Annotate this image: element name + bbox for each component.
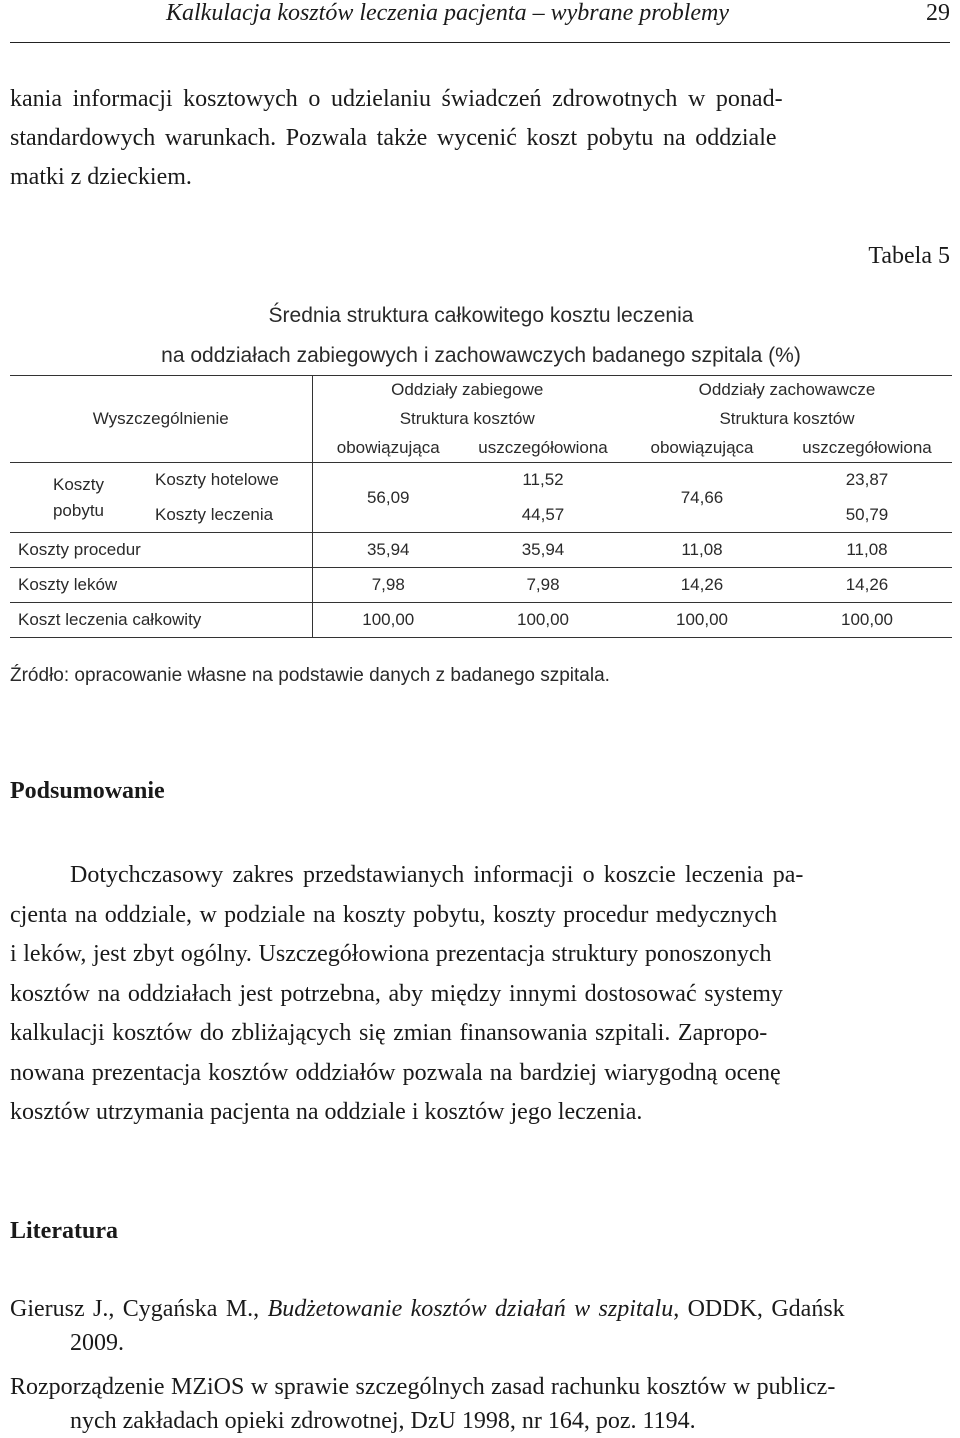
summary-line-6: nowana prezentacja kosztów oddziałów pozwala na bardziej wiarygodną ocenę [10,1059,781,1086]
stay-surgical-obowiazujaca: 56,09 [312,463,464,533]
stay-costs-label [10,463,147,533]
header-structure-conservative: Struktura kosztów [719,409,855,428]
row-label: Koszt leczenia całkowity [10,603,312,638]
header-group-surgical: Oddziały zabiegowe [312,376,622,405]
table-title-line-1: Średnia struktura całkowitego kosztu leczenia [268,304,694,327]
header-col-uszczegolowiona-2: uszczegółowiona [782,434,952,463]
reference-1-authors: Gierusz J., Cygańska M., [10,1296,268,1322]
stay-conservative-obowiazujaca: 74,66 [622,463,782,533]
table-row [10,603,952,638]
intro-line-2: standardowych warunkach. Pozwala także wycenić koszt pobytu na oddziale [10,125,777,151]
reference-1-title: Budżetowanie kosztów działań w szpitalu [267,1296,674,1322]
row-value: 100,00 [464,603,622,638]
stay-costs-label-line-1: Koszty [52,474,105,494]
header-structure-surgical: Struktura kosztów [399,409,535,428]
page-number: 29 [926,0,950,26]
row-treatment-label: Koszty leczenia [147,498,312,533]
summary-line-7: kosztów utrzymania pacjenta na oddziale i kosztów jego leczenia. [10,1099,643,1125]
table-label: Tabela 5 [868,243,950,269]
reference-2-line-2: nych zakładach opieki zdrowotnej, DzU 1998, nr 164, poz. 1194. [70,1408,696,1434]
running-title: Kalkulacja kosztów leczenia pacjenta – wybrane problemy [166,0,730,26]
hotel-surgical-uszczegolowiona: 11,52 [522,470,564,490]
intro-paragraph [10,80,952,197]
header-col-uszczegolowiona-1: uszczegółowiona [464,434,622,463]
table-source-note: Źródło: opracowanie własne na podstawie danych z badanego szpitala. [10,665,610,686]
cost-structure-table [10,375,952,638]
row-label: Koszty procedur [10,533,312,568]
table-row [10,533,952,568]
reference-1 [10,1292,952,1360]
reference-1-publisher: , ODDK, Gdańsk [673,1296,845,1322]
summary-paragraph [10,856,952,1133]
intro-line-1-text: kania informacji kosztowych o udzielaniu świadczeń zdrowotnych w ponad- [10,86,783,112]
row-value: 7,98 [312,568,464,603]
reference-2-line-1: Rozporządzenie MZiOS w sprawie szczególnych zasad rachunku kosztów w publicz- [10,1374,836,1400]
hotel-conservative-uszczegolowiona: 23,87 [845,470,889,490]
reference-2 [10,1370,952,1438]
summary-line-1: Dotychczasowy zakres przedstawianych informacji o koszcie leczenia pa- [70,862,804,888]
reference-1-line-2: 2009. [70,1330,124,1356]
stay-costs-label-line-2: pobytu [52,500,105,520]
table-row [10,568,952,603]
summary-line-2: cjenta na oddziale, w podziale na koszty pobytu, koszty procedur medycznych [10,901,778,928]
row-value: 11,08 [622,533,782,568]
reference-1-line-1 [10,1292,952,1326]
summary-line-5: kalkulacji kosztów do zbliżających się zmian finansowania szpitali. Zapropo- [10,1020,768,1046]
summary-heading: Podsumowanie [10,778,165,804]
literature-heading: Literatura [10,1218,118,1244]
intro-line-1 [10,80,952,119]
row-hotel-label: Koszty hotelowe [147,463,312,498]
table-title [10,296,952,376]
row-value: 100,00 [782,603,952,638]
row-value: 11,08 [782,533,952,568]
running-head [10,0,950,43]
table-title-line-2: na oddziałach zabiegowych i zachowawczych badanego szpitala (%) [161,344,801,367]
summary-line-3: i leków, jest zbyt ogólny. Uszczegółowiona prezentacja struktury ponoszonych [10,941,772,967]
header-col-obowiazujaca-2: obowiązująca [622,434,782,463]
row-value: 100,00 [312,603,464,638]
header-group-conservative: Oddziały zachowawcze [622,376,952,405]
row-value: 35,94 [312,533,464,568]
header-col-obowiazujaca-1: obowiązująca [312,434,464,463]
treatment-conservative-uszczegolowiona: 50,79 [782,498,952,533]
row-value: 14,26 [782,568,952,603]
row-value: 14,26 [622,568,782,603]
intro-line-3: matki z dzieckiem. [10,164,192,190]
treatment-surgical-uszczegolowiona: 44,57 [464,498,622,533]
summary-line-4: kosztów na oddziałach jest potrzebna, aby między innymi dostosować systemy [10,980,783,1007]
row-value: 7,98 [464,568,622,603]
row-label: Koszty leków [10,568,312,603]
row-value: 100,00 [622,603,782,638]
header-specification: Wyszczególnienie [10,376,312,463]
row-value: 35,94 [464,533,622,568]
